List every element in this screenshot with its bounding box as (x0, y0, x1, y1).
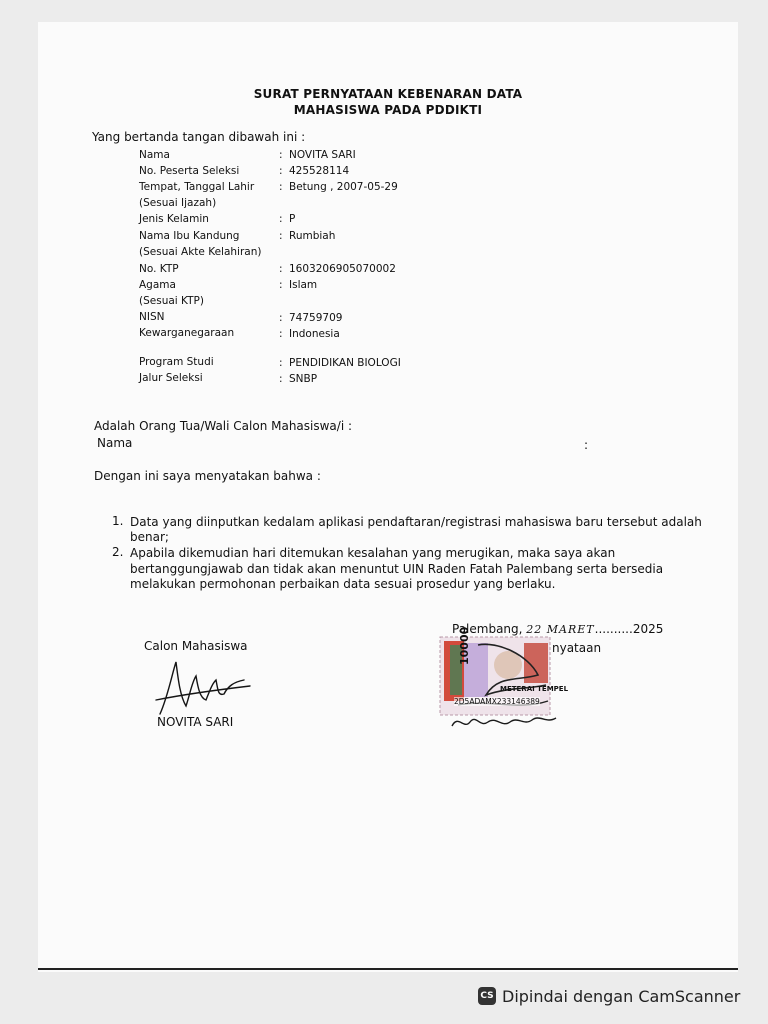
statement-2-line2: bertanggungjawab dan tidak akan menuntut UIN Raden Fatah Palembang serta bersedia (130, 562, 664, 576)
field-colon: : (279, 328, 283, 340)
signer-left-name: NOVITA SARI (157, 715, 234, 729)
field-label-jalur-seleksi: Jalur Seleksi (139, 372, 203, 384)
intro-text: Yang bertanda tangan dibawah ini : (92, 130, 306, 144)
camscanner-watermark (478, 983, 740, 1009)
statement-1-line2: benar; (130, 530, 169, 544)
stamp-amount: 10000 (458, 626, 471, 665)
stamp-code: 2D5ADAMX233146389 (454, 697, 540, 706)
field-colon: : (279, 263, 283, 275)
field-sublabel-agama: (Sesuai KTP) (139, 295, 204, 307)
field-label-ibu-kandung: Nama Ibu Kandung (139, 230, 240, 242)
field-sublabel-ibu-kandung: (Sesuai Akte Kelahiran) (139, 246, 262, 258)
field-value-nisn: 74759709 (289, 312, 343, 324)
statement-number: 2. (112, 545, 124, 559)
guardian-intro: Adalah Orang Tua/Wali Calon Mahasiswa/i : (94, 419, 353, 433)
paper-bottom-edge (38, 968, 738, 970)
field-colon: : (279, 312, 283, 324)
field-colon: : (279, 373, 283, 385)
field-value-jenis-kelamin: P (289, 213, 296, 225)
field-sublabel-ttl: (Sesuai Ijazah) (139, 197, 217, 209)
place-date (452, 622, 663, 636)
handwritten-right-name (450, 710, 560, 738)
guardian-name-label: Nama (97, 436, 133, 450)
field-value-program-studi: PENDIDIKAN BIOLOGI (289, 357, 401, 369)
field-label-jenis-kelamin: Jenis Kelamin (139, 213, 209, 225)
field-value-ibu-kandung: Rumbiah (289, 230, 336, 242)
camscanner-logo-icon: CS (478, 987, 496, 1005)
field-value-kewarganegaraan: Indonesia (289, 328, 340, 340)
signer-left-title: Calon Mahasiswa (144, 639, 248, 653)
field-colon: : (279, 279, 283, 291)
field-colon: : (279, 213, 283, 225)
field-label-no-peserta: No. Peserta Seleksi (139, 165, 240, 177)
field-value-no-ktp: 1603206905070002 (289, 263, 396, 275)
statement-number: 1. (112, 514, 124, 528)
statement-2-line1: Apabila dikemudian hari ditemukan kesalahan yang merugikan, maka saya akan (130, 546, 616, 560)
field-label-program-studi: Program Studi (139, 356, 214, 368)
statement-2-line3: melakukan permohonan perbaikan data sesuai prosedur yang berlaku. (130, 577, 556, 591)
field-value-jalur-seleksi: SNBP (289, 373, 318, 385)
statement-intro: Dengan ini saya menyatakan bahwa : (94, 469, 321, 483)
camscanner-text: Dipindai dengan CamScanner (502, 986, 741, 1006)
field-label-nisn: NISN (139, 311, 165, 323)
guardian-name-colon: : (584, 438, 589, 452)
field-colon: : (279, 149, 283, 161)
doc-title-line1: SURAT PERNYATAAN KEBENARAN DATA (253, 87, 523, 101)
signature-left (146, 656, 256, 718)
field-value-ttl: Betung , 2007-05-29 (289, 181, 398, 193)
statement-1-line1: Data yang diinputkan kedalam aplikasi pendaftaran/registrasi mahasiswa baru tersebut adalah (130, 515, 702, 529)
field-label-agama: Agama (139, 279, 176, 291)
field-colon: : (279, 165, 283, 177)
field-value-nama: NOVITA SARI (289, 149, 356, 161)
field-label-kewarganegaraan: Kewarganegaraan (139, 327, 235, 339)
doc-title-line2: MAHASISWA PADA PDDIKTI (293, 103, 483, 117)
field-label-nama: Nama (139, 149, 170, 161)
field-label-ttl: Tempat, Tanggal Lahir (139, 181, 255, 193)
handwritten-right-name-text (450, 710, 454, 711)
handwritten-date: 22 MARET (526, 623, 595, 636)
field-colon: : (279, 181, 283, 193)
signer-right-title: nyataan (552, 641, 602, 655)
field-value-agama: Islam (289, 279, 318, 291)
field-label-no-ktp: No. KTP (139, 263, 179, 275)
field-colon: : (279, 357, 283, 369)
date-dots: .......... (594, 622, 633, 636)
field-value-no-peserta: 425528114 (289, 165, 350, 177)
stamp-label: METERAI TEMPEL (500, 685, 569, 693)
document-page (38, 22, 738, 972)
place-prefix: Palembang, (452, 622, 523, 636)
date-year: 2025 (632, 622, 664, 636)
field-colon: : (279, 230, 283, 242)
